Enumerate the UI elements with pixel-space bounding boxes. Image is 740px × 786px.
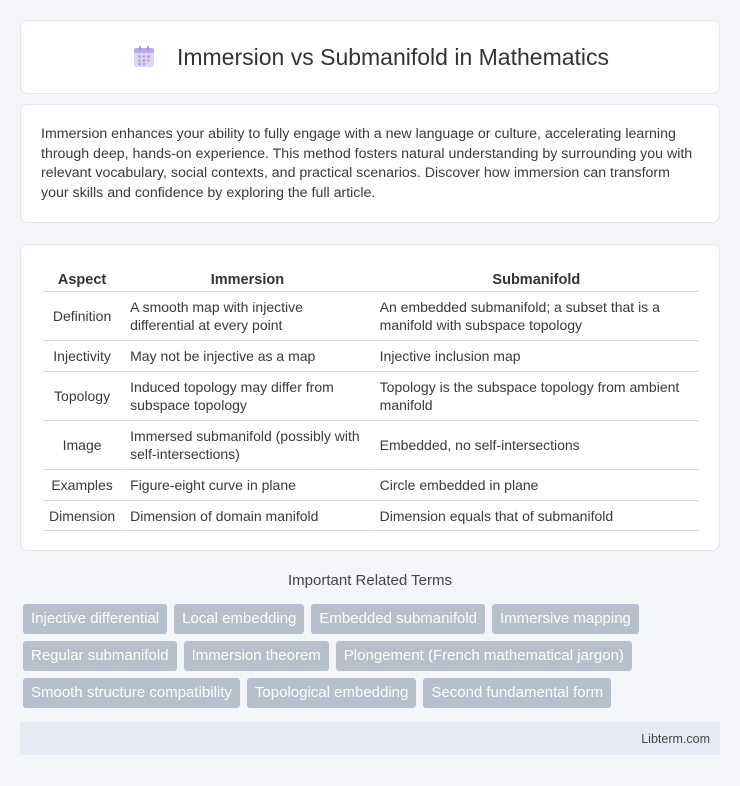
intro-card [20, 104, 720, 223]
comparison-table-card [20, 244, 720, 551]
cell-immersion: A smooth map with injective differential at every point [124, 291, 374, 340]
related-terms-tags [23, 604, 723, 708]
tag-local-embedding[interactable]: Local embedding [174, 604, 304, 634]
cell-aspect: Definition [43, 291, 124, 340]
table-row [43, 469, 699, 500]
tag-smooth-structure-compatibility[interactable]: Smooth structure compatibility [23, 678, 240, 708]
cell-aspect: Examples [43, 469, 124, 500]
title-wrap [131, 44, 609, 71]
cell-immersion: Induced topology may differ from subspace topology [124, 371, 374, 420]
cell-aspect: Topology [43, 371, 124, 420]
intro-text: Immersion enhances your ability to fully engage with a new language or culture, accelerating learning through deep, hands-on experience. This method fosters natural understanding by surrounding you with relevant vocabulary, social contexts, and practical scenarios. Discover how immersion can transform your skills and confidence by exploring the full article. [41, 126, 693, 201]
cell-aspect: Injectivity [43, 340, 124, 371]
cell-aspect: Image [43, 420, 124, 469]
cell-submanifold: Dimension equals that of submanifold [374, 500, 699, 531]
tag-injective-differential[interactable]: Injective differential [23, 604, 167, 634]
cell-submanifold: Circle embedded in plane [374, 469, 699, 500]
table-row [43, 500, 699, 531]
tag-embedded-submanifold[interactable]: Embedded submanifold [311, 604, 485, 634]
header-card [20, 20, 720, 94]
tag-topological-embedding[interactable]: Topological embedding [247, 678, 416, 708]
cell-submanifold: Embedded, no self-intersections [374, 420, 699, 469]
tag-second-fundamental-form[interactable]: Second fundamental form [423, 678, 611, 708]
cell-immersion: Dimension of domain manifold [124, 500, 374, 531]
table-row [43, 371, 699, 420]
cell-aspect: Dimension [43, 500, 124, 531]
page-title: Immersion vs Submanifold in Mathematics [176, 43, 610, 70]
tag-plongement[interactable]: Plongement (French mathematical jargon) [336, 641, 632, 671]
table-header-row [43, 265, 699, 291]
cell-immersion: Immersed submanifold (possibly with self-intersections) [124, 420, 374, 469]
cell-immersion: Figure-eight curve in plane [124, 469, 374, 500]
related-terms-title: Important Related Terms [288, 572, 452, 589]
calendar-grid-icon [131, 44, 157, 70]
tag-regular-submanifold[interactable]: Regular submanifold [23, 641, 177, 671]
header-immersion: Immersion [124, 265, 374, 291]
cell-submanifold: An embedded submanifold; a subset that is a manifold with subspace topology [374, 291, 699, 340]
comparison-table [43, 265, 699, 531]
footer [20, 722, 720, 755]
header-submanifold: Submanifold [492, 272, 581, 288]
cell-submanifold: Topology is the subspace topology from ambient manifold [374, 371, 699, 420]
cell-submanifold: Injective inclusion map [374, 340, 699, 371]
cell-immersion: May not be injective as a map [124, 340, 374, 371]
footer-site-link[interactable]: Libterm.com [641, 731, 710, 746]
table-row [43, 420, 699, 469]
table-row [43, 291, 699, 340]
table-row [43, 340, 699, 371]
header-aspect: Aspect [43, 265, 124, 291]
tag-immersive-mapping[interactable]: Immersive mapping [492, 604, 639, 634]
tag-immersion-theorem[interactable]: Immersion theorem [184, 641, 329, 671]
